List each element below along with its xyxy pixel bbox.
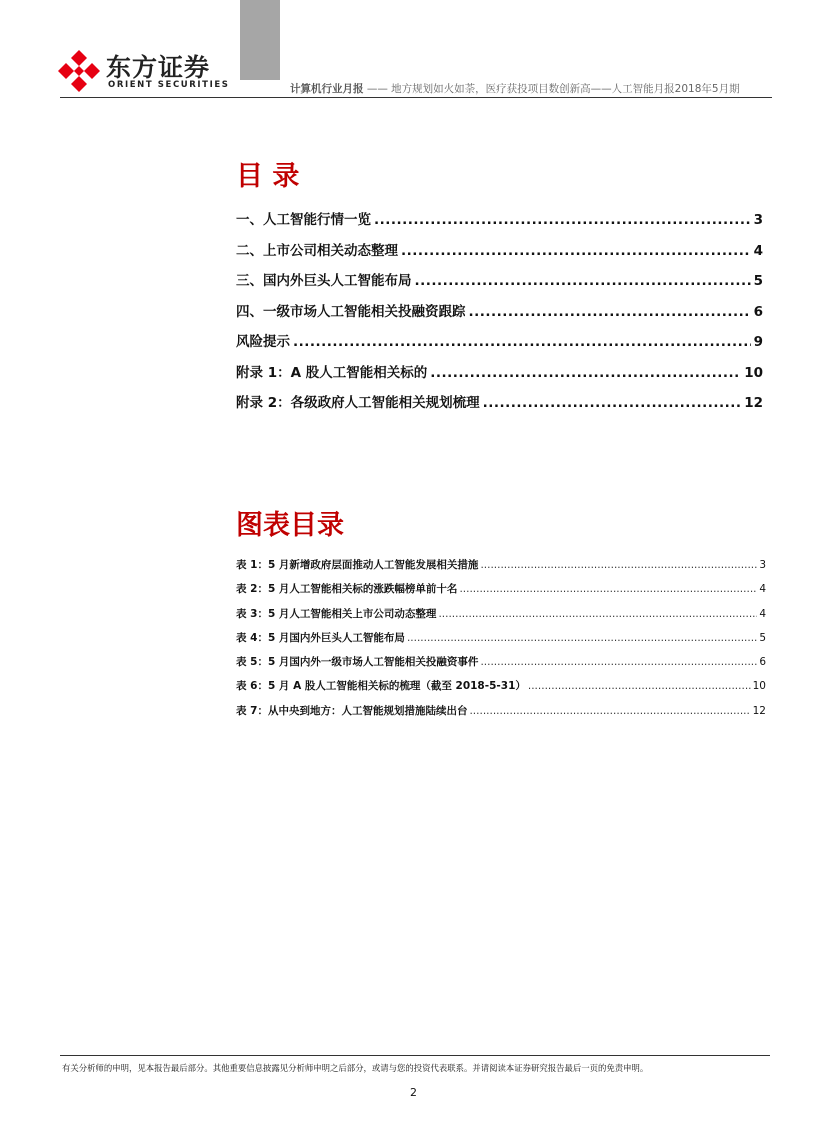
figures-title: 图表目录 (236, 510, 344, 541)
toc-item[interactable] (236, 269, 763, 300)
figure-leader (438, 608, 757, 620)
figure-item-page: 6 (759, 656, 766, 669)
figure-item-page: 4 (759, 607, 766, 620)
figure-item-label: 表 5：5 月国内外一级市场人工智能相关投融资事件 (236, 656, 479, 669)
figure-item-page: 12 (752, 704, 766, 717)
toc-leader (415, 273, 751, 289)
toc-leader (469, 304, 751, 320)
logo-name-en: ORIENT SECURITIES (108, 80, 230, 90)
figure-item-label: 表 7：从中央到地方：人工智能规划措施陆续出台 (236, 704, 468, 717)
figure-item[interactable] (236, 630, 766, 654)
toc-item-page: 3 (753, 212, 763, 228)
toc-item-page: 12 (744, 395, 763, 411)
toc-item[interactable] (236, 391, 763, 422)
figure-leader (407, 632, 757, 644)
toc-item[interactable] (236, 208, 763, 239)
page-number: 2 (410, 1086, 417, 1099)
figure-item-label: 表 1：5 月新增政府层面推动人工智能发展相关措施 (236, 559, 479, 571)
header-divider (60, 97, 772, 98)
toc-leader (430, 365, 741, 381)
figure-leader (469, 705, 750, 717)
header-title (290, 81, 740, 96)
company-logo (56, 46, 236, 96)
toc-leader (483, 395, 742, 411)
toc-item-label: 附录 1：A 股人工智能相关标的 (236, 364, 428, 381)
toc-item-label: 附录 2：各级政府人工智能相关规划梳理 (236, 395, 480, 411)
toc-item-label: 一、人工智能行情一览 (236, 212, 371, 228)
figure-item-label: 表 4：5 月国内外巨头人工智能布局 (236, 631, 405, 644)
figure-item[interactable] (236, 654, 766, 678)
figure-leader (528, 680, 751, 692)
toc-title: 目 录 (236, 161, 300, 192)
figure-leader (480, 559, 757, 571)
toc-item[interactable] (236, 330, 763, 361)
figure-item[interactable] (236, 557, 766, 581)
toc-leader (374, 212, 751, 228)
report-type: 计算机行业月报 (290, 83, 364, 95)
toc-item[interactable] (236, 361, 763, 392)
figure-item[interactable] (236, 581, 766, 605)
header-gray-bar (240, 0, 280, 80)
toc-item-page: 9 (753, 334, 763, 350)
figure-leader (459, 583, 757, 595)
toc-item-label: 二、上市公司相关动态整理 (236, 242, 398, 259)
toc-item[interactable] (236, 239, 763, 270)
toc-item[interactable] (236, 300, 763, 331)
figure-item[interactable] (236, 606, 766, 630)
table-of-contents (236, 208, 763, 422)
toc-item-page: 6 (753, 303, 763, 320)
figure-item-page: 10 (752, 680, 766, 693)
figure-leader (480, 656, 757, 668)
toc-item-page: 5 (753, 273, 763, 289)
report-title: —— 地方规划如火如荼，医疗获投项目数创新高——人工智能月报2018年5月期 (366, 83, 740, 95)
toc-item-page: 10 (744, 364, 763, 381)
toc-item-page: 4 (753, 242, 763, 259)
toc-item-label: 四、一级市场人工智能相关投融资跟踪 (236, 303, 466, 320)
figure-item-label: 表 3：5 月人工智能相关上市公司动态整理 (236, 607, 437, 620)
footer-divider (60, 1055, 770, 1056)
figure-item-label: 表 2：5 月人工智能相关标的涨跌幅榜单前十名 (236, 583, 458, 596)
figure-item[interactable] (236, 678, 766, 702)
footer-disclaimer: 有关分析师的申明，见本报告最后部分。其他重要信息披露见分析师申明之后部分，或请与您的投资代表联系。并请阅读本证券研究报告最后一页的免责申明。 (62, 1063, 649, 1073)
figure-item-page: 5 (759, 631, 766, 644)
figure-item-label: 表 6：5 月 A 股人工智能相关标的梳理（截至 2018-5-31） (236, 680, 526, 693)
toc-leader (293, 334, 751, 350)
figure-item[interactable] (236, 703, 766, 727)
figure-item-page: 3 (759, 559, 766, 571)
logo-name-cn: 东方证券 (106, 53, 211, 82)
logo-mark-icon (56, 48, 102, 94)
toc-item-label: 风险提示 (236, 334, 290, 350)
toc-item-label: 三、国内外巨头人工智能布局 (236, 273, 412, 289)
list-of-figures (236, 557, 766, 727)
figure-item-page: 4 (759, 583, 766, 596)
toc-leader (401, 243, 751, 259)
